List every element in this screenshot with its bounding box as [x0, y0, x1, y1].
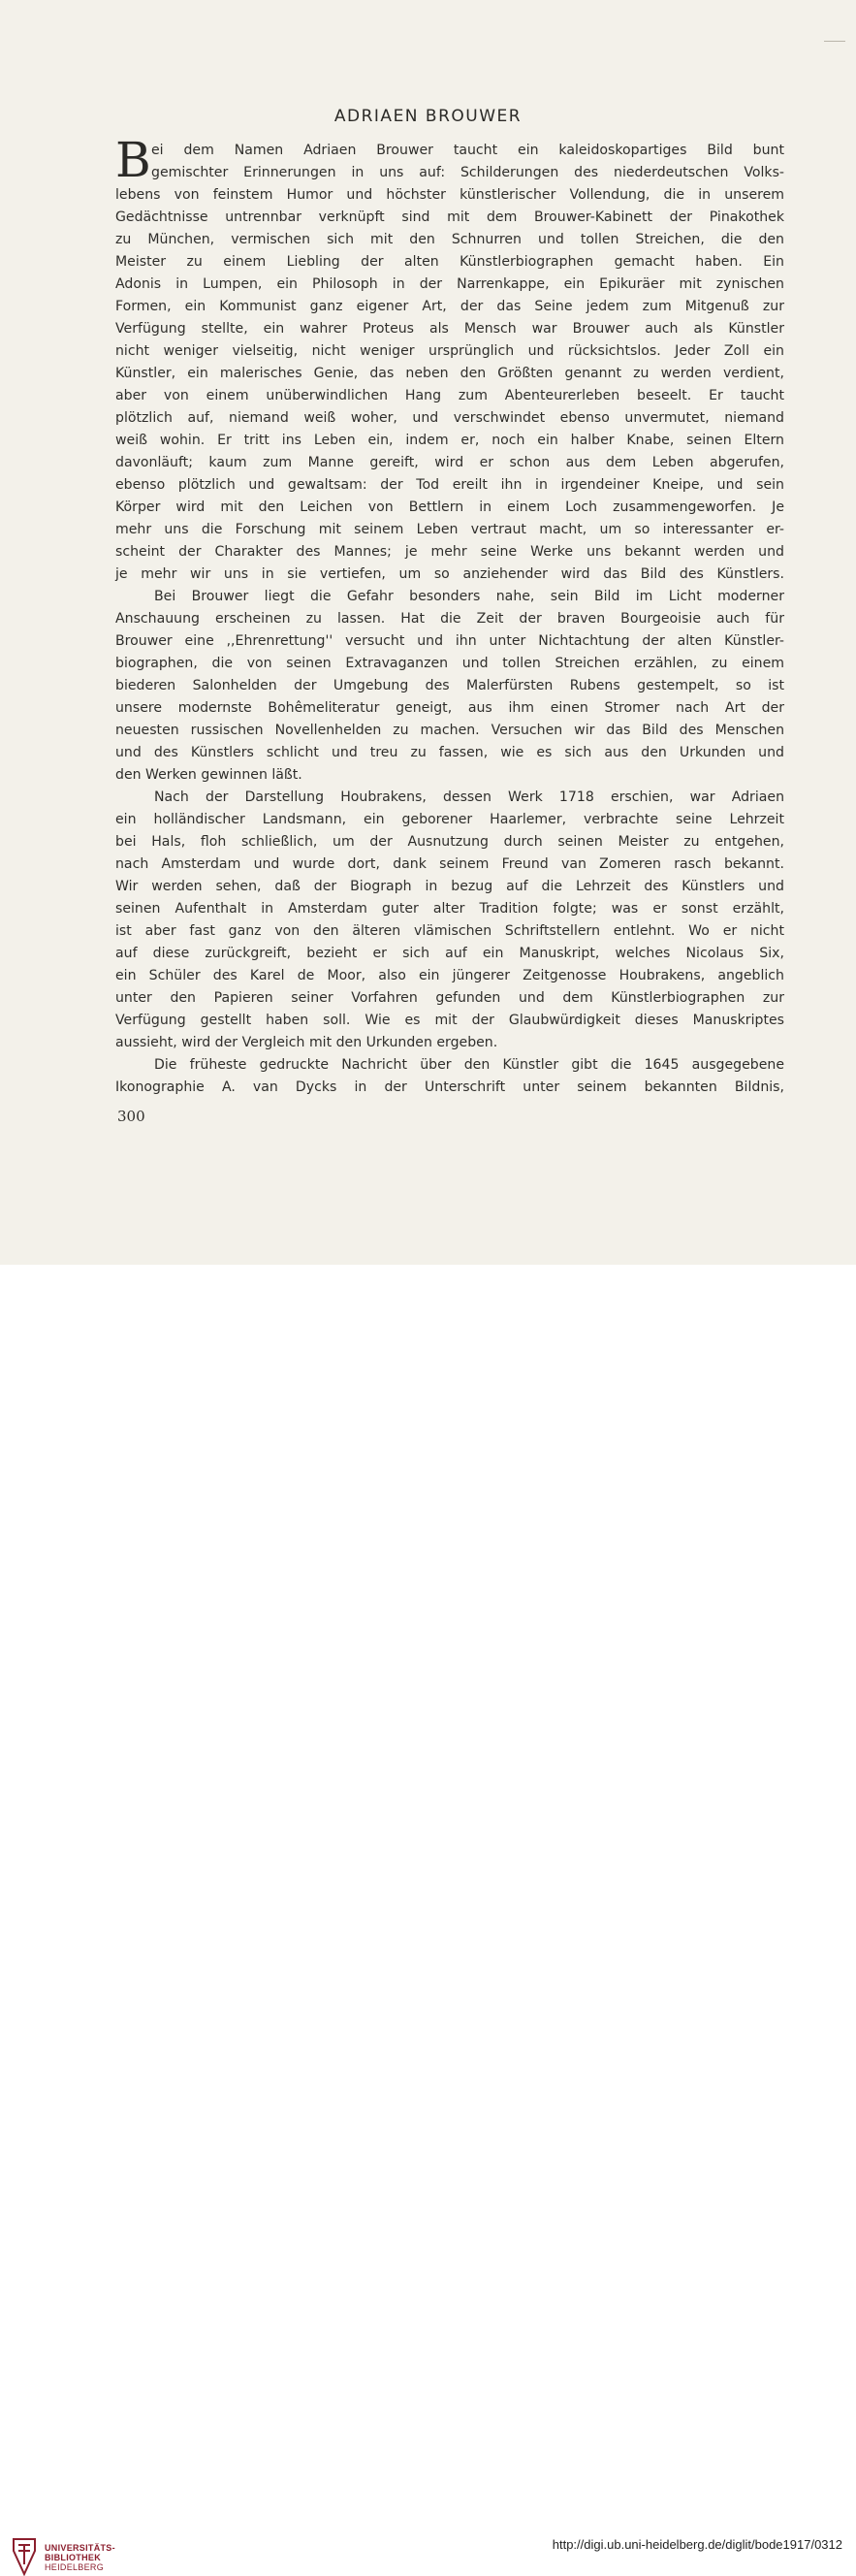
- text-line: Körper wird mit den Leichen von Bettlern in einem Loch zusammengeworfen. Je: [115, 499, 784, 515]
- scan-edge-mark: [824, 41, 845, 42]
- page-number: 300: [117, 1108, 145, 1125]
- text-line: je mehr wir uns in sie vertiefen, um so anziehender wird das Bild des Künstlers.: [115, 566, 784, 582]
- text-line: bei Hals, floh schließlich, um der Ausnutzung durch seinen Meister zu entgehen,: [115, 834, 784, 850]
- drop-cap-initial: B: [115, 132, 151, 188]
- text-line: Verfügung gestellt haben soll. Wie es mit der Glaubwürdigkeit dieses Manuskriptes: [115, 1013, 784, 1028]
- text-line: Nach der Darstellung Houbrakens, dessen Werk 1718 erschien, war Adriaen: [154, 789, 784, 805]
- scanned-page: [0, 0, 856, 1265]
- text-line: plötzlich auf, niemand weiß woher, und verschwindet ebenso unvermutet, niemand: [115, 410, 784, 426]
- library-name-line: HEIDELBERG: [45, 2562, 105, 2572]
- text-line: auf diese zurückgreift, bezieht er sich auf ein Manuskript, welches Nicolaus Six,: [115, 946, 784, 961]
- text-line: Ikonographie A. van Dycks in der Unterschrift unter seinem bekannten Bildnis,: [115, 1079, 784, 1095]
- text-line: unter den Papieren seiner Vorfahren gefunden und dem Künstlerbiographen zur: [115, 990, 784, 1006]
- university-library-logo-icon: [10, 2537, 39, 2576]
- text-line: Wir werden sehen, daß der Biograph in bezug auf die Lehrzeit des Künstlers und: [115, 879, 784, 894]
- text-line: gemischter Erinnerungen in uns auf: Schilderungen des niederdeutschen Volks-: [151, 165, 784, 180]
- text-line: zu München, vermischen sich mit den Schnurren und tollen Streichen, die den: [115, 232, 784, 247]
- library-name: [45, 2543, 115, 2572]
- text-line: unsere modernste Bohêmeliteratur geneigt, aus ihm einen Stromer nach Art der: [115, 700, 784, 716]
- text-line: nicht weniger vielseitig, nicht weniger ursprünglich und rücksichtslos. Jeder Zoll ein: [115, 343, 784, 359]
- text-line: neuesten russischen Novellenhelden zu machen. Versuchen wir das Bild des Menschen: [115, 723, 784, 738]
- text-line: biographen, die von seinen Extravaganzen und tollen Streichen erzählen, zu einem: [115, 656, 784, 671]
- text-line: weiß wohin. Er tritt ins Leben ein, indem er, noch ein halber Knabe, seinen Eltern: [115, 433, 784, 448]
- library-name-line: UNIVERSITÄTS-: [45, 2543, 115, 2553]
- text-line: ei dem Namen Adriaen Brouwer taucht ein kaleidoskopartiges Bild bunt: [151, 143, 784, 158]
- text-line: biederen Salonhelden der Umgebung des Malerfürsten Rubens gestempelt, so ist: [115, 678, 784, 693]
- text-line: davonläuft; kaum zum Manne gereift, wird er schon aus dem Leben abgerufen,: [115, 455, 784, 470]
- text-line: mehr uns die Forschung mit seinem Leben vertraut macht, um so interessanter er-: [115, 522, 784, 537]
- text-line: Die früheste gedruckte Nachricht über den Künstler gibt die 1645 ausgegebene: [154, 1057, 784, 1073]
- source-url-link[interactable]: http://digi.ub.uni-heidelberg.de/diglit/bode1917/0312: [552, 2537, 842, 2552]
- text-line: Anschauung erscheinen zu lassen. Hat die Zeit der braven Bourgeoisie auch für: [115, 611, 784, 627]
- text-line: ein Schüler des Karel de Moor, also ein jüngerer Zeitgenosse Houbrakens, angeblich: [115, 968, 784, 983]
- page-title: ADRIAEN BROUWER: [333, 107, 523, 126]
- text-line: ist aber fast ganz von den älteren vlämischen Schriftstellern entlehnt. Wo er nicht: [115, 923, 784, 939]
- text-line: Brouwer eine ,,Ehrenrettung'' versucht und ihn unter Nichtachtung der alten Künstler-: [115, 633, 784, 649]
- text-line: aussieht, wird der Vergleich mit den Urkunden ergeben.: [115, 1035, 498, 1050]
- text-line: Formen, ein Kommunist ganz eigener Art, der das Seine jedem zum Mitgenuß zur: [115, 299, 784, 314]
- library-name-line: BIBLIOTHEK: [45, 2553, 101, 2562]
- text-line: Verfügung stellte, ein wahrer Proteus als Mensch war Brouwer auch als Künstler: [115, 321, 784, 337]
- text-line: ebenso plötzlich und gewaltsam: der Tod ereilt ihn in irgendeiner Kneipe, und sein: [115, 477, 784, 493]
- text-line: Adonis in Lumpen, ein Philosoph in der Narrenkappe, ein Epikuräer mit zynischen: [115, 276, 784, 292]
- text-line: aber von einem unüberwindlichen Hang zum Abenteurerleben beseelt. Er taucht: [115, 388, 784, 403]
- text-line: den Werken gewinnen läßt.: [115, 767, 302, 783]
- text-line: Bei Brouwer liegt die Gefahr besonders nahe, sein Bild im Licht moderner: [154, 589, 784, 604]
- text-line: seinen Aufenthalt in Amsterdam guter alter Tradition folgte; was er sonst erzählt,: [115, 901, 784, 917]
- text-line: Meister zu einem Liebling der alten Künstlerbiographen gemacht haben. Ein: [115, 254, 784, 270]
- text-line: und des Künstlers schlicht und treu zu fassen, wie es sich aus den Urkunden und: [115, 745, 784, 760]
- article-body: [115, 140, 784, 1099]
- viewer-footer: [0, 1265, 856, 2572]
- text-line: scheint der Charakter des Mannes; je mehr seine Werke uns bekannt werden und: [115, 544, 784, 560]
- text-line: lebens von feinstem Humor und höchster künstlerischer Vollendung, die in unserem: [115, 187, 784, 203]
- text-line: Gedächtnisse untrennbar verknüpft sind mit dem Brouwer-Kabinett der Pinakothek: [115, 209, 784, 225]
- text-line: Künstler, ein malerisches Genie, das neben den Größten genannt zu werden verdient,: [115, 366, 784, 381]
- text-line: nach Amsterdam und wurde dort, dank seinem Freund van Zomeren rasch bekannt.: [115, 856, 784, 872]
- text-line: ein holländischer Landsmann, ein geborener Haarlemer, verbrachte seine Lehrzeit: [115, 812, 784, 827]
